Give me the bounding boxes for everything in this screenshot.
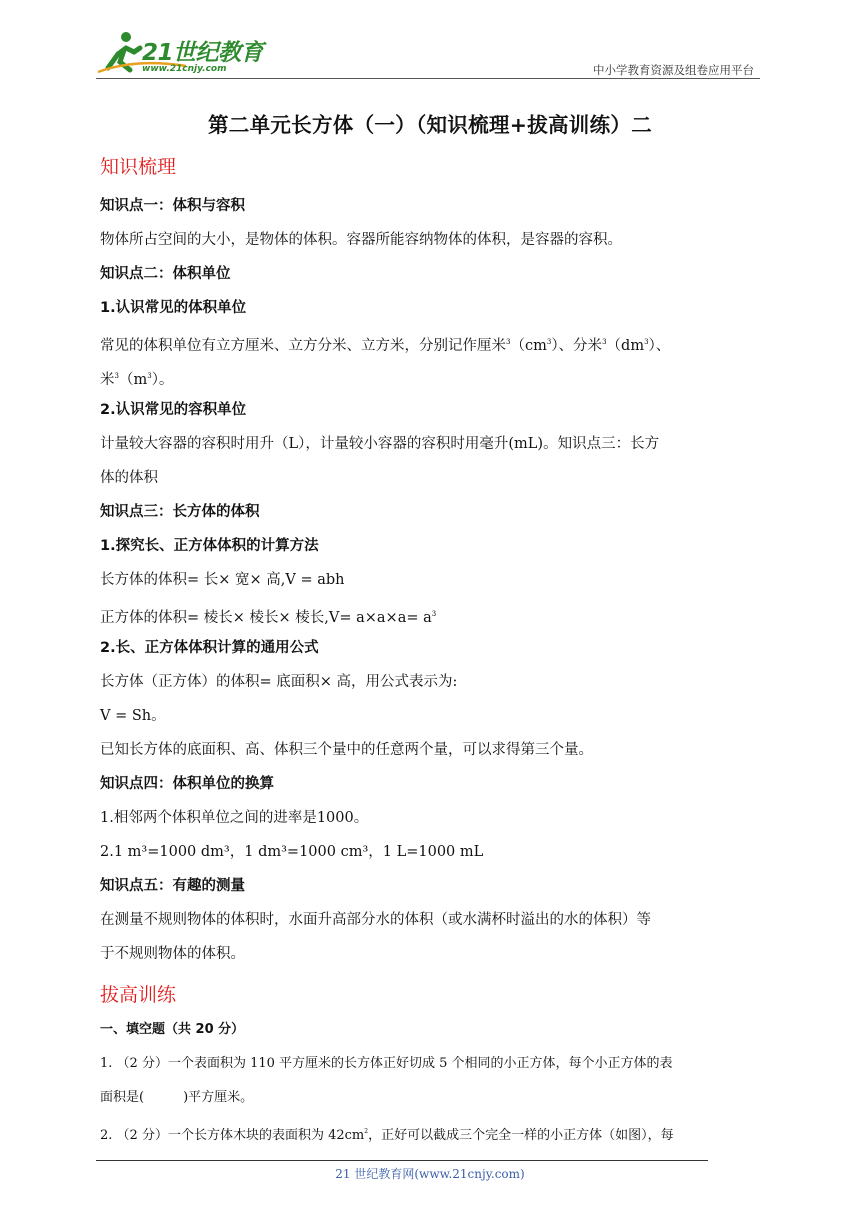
- logo-text: 21世纪教育: [142, 40, 264, 66]
- point-3-heading: 知识点三：长方体的体积: [100, 504, 260, 520]
- point-3-text-3: 已知长方体的底面积、高、体积三个量中的任意两个量，可以求得第三个量。: [100, 742, 593, 758]
- point-5-heading: 知识点五：有趣的测量: [100, 878, 245, 894]
- point-2-text-4: 体的体积: [100, 470, 158, 486]
- question-2-line-1: 2. （2 分）一个长方体木块的表面积为 $42cm^2$，正好可以截成三个完全一样的小正方体（如图），每: [100, 1128, 674, 1143]
- point-2-text-3: 计量较大容器的容积时用升（L），计量较小容器的容积时用毫升(mL)。知识点三：长方: [100, 436, 660, 452]
- page-footer: 21 世纪教育网(www.21cnjy.com): [335, 1167, 525, 1181]
- point-4-heading: 知识点四：体积单位的换算: [100, 776, 274, 792]
- logo-url: www.21cnjy.com: [142, 64, 227, 74]
- point-2-sub-2: 2.认识常见的容积单位: [100, 402, 247, 418]
- point-5-text-1: 在测量不规则物体的体积时，水面升高部分水的体积（或水满杯时溢出的水的体积）等: [100, 912, 651, 928]
- question-1-line-1: 1. （2 分）一个表面积为 110 平方厘米的长方体正好切成 5 个相同的小正方体，每个小正方体的表: [100, 1056, 673, 1071]
- point-3-text-2: V = Sh。: [100, 708, 166, 724]
- point-2-text-1: 常见的体积单位有立方厘米、立方分米、立方米，分别记作厘米$^3(cm^3)$、分米$^3(dm^3)$、: [100, 338, 671, 354]
- fill-in-section-title: 一、填空题（共 20 分）: [100, 1022, 245, 1037]
- question-1-line-2: 面积是( )平方厘米。: [100, 1090, 254, 1105]
- page-title: 第二单元长方体（一）（知识梳理+拔高训练）二: [207, 113, 653, 137]
- point-3-formula-2: 正方体的体积= 棱长× 棱长× 棱长$,V= a\times a\times a= a^3$: [100, 610, 437, 626]
- point-1-text: 物体所占空间的大小，是物体的体积。容器所能容纳物体的体积，是容器的容积。: [100, 232, 622, 248]
- section-heading-training: 拔高训练: [100, 984, 177, 1006]
- point-4-text-1: 1.相邻两个体积单位之间的进率是1000。: [100, 810, 369, 826]
- point-5-text-2: 于不规则物体的体积。: [100, 946, 245, 962]
- point-2-text-2: 米$^3(m^3)$。: [100, 372, 174, 388]
- section-heading-knowledge: 知识梳理: [100, 156, 177, 178]
- point-2-sub-1: 1.认识常见的体积单位: [100, 300, 247, 316]
- page-header: [96, 28, 760, 80]
- header-divider: [96, 78, 760, 79]
- point-1-heading: 知识点一：体积与容积: [100, 198, 245, 214]
- point-2-heading: 知识点二：体积单位: [100, 266, 231, 282]
- point-3-sub-1: 1.探究长、正方体体积的计算方法: [100, 538, 319, 554]
- point-4-text-2: 2.1 m³=1000 dm³，1 dm³=1000 cm³，1 L=1000 mL: [100, 844, 484, 860]
- point-3-text-1: 长方体（正方体）的体积= 底面积× 高，用公式表示为:: [100, 674, 458, 690]
- footer-divider: [96, 1160, 708, 1161]
- platform-name: 中小学教育资源及组卷应用平台: [593, 63, 754, 77]
- point-3-sub-2: 2.长、正方体体积计算的通用公式: [100, 640, 319, 656]
- point-3-formula-1: 长方体的体积= 长× 宽× 高,V = abh: [100, 572, 345, 588]
